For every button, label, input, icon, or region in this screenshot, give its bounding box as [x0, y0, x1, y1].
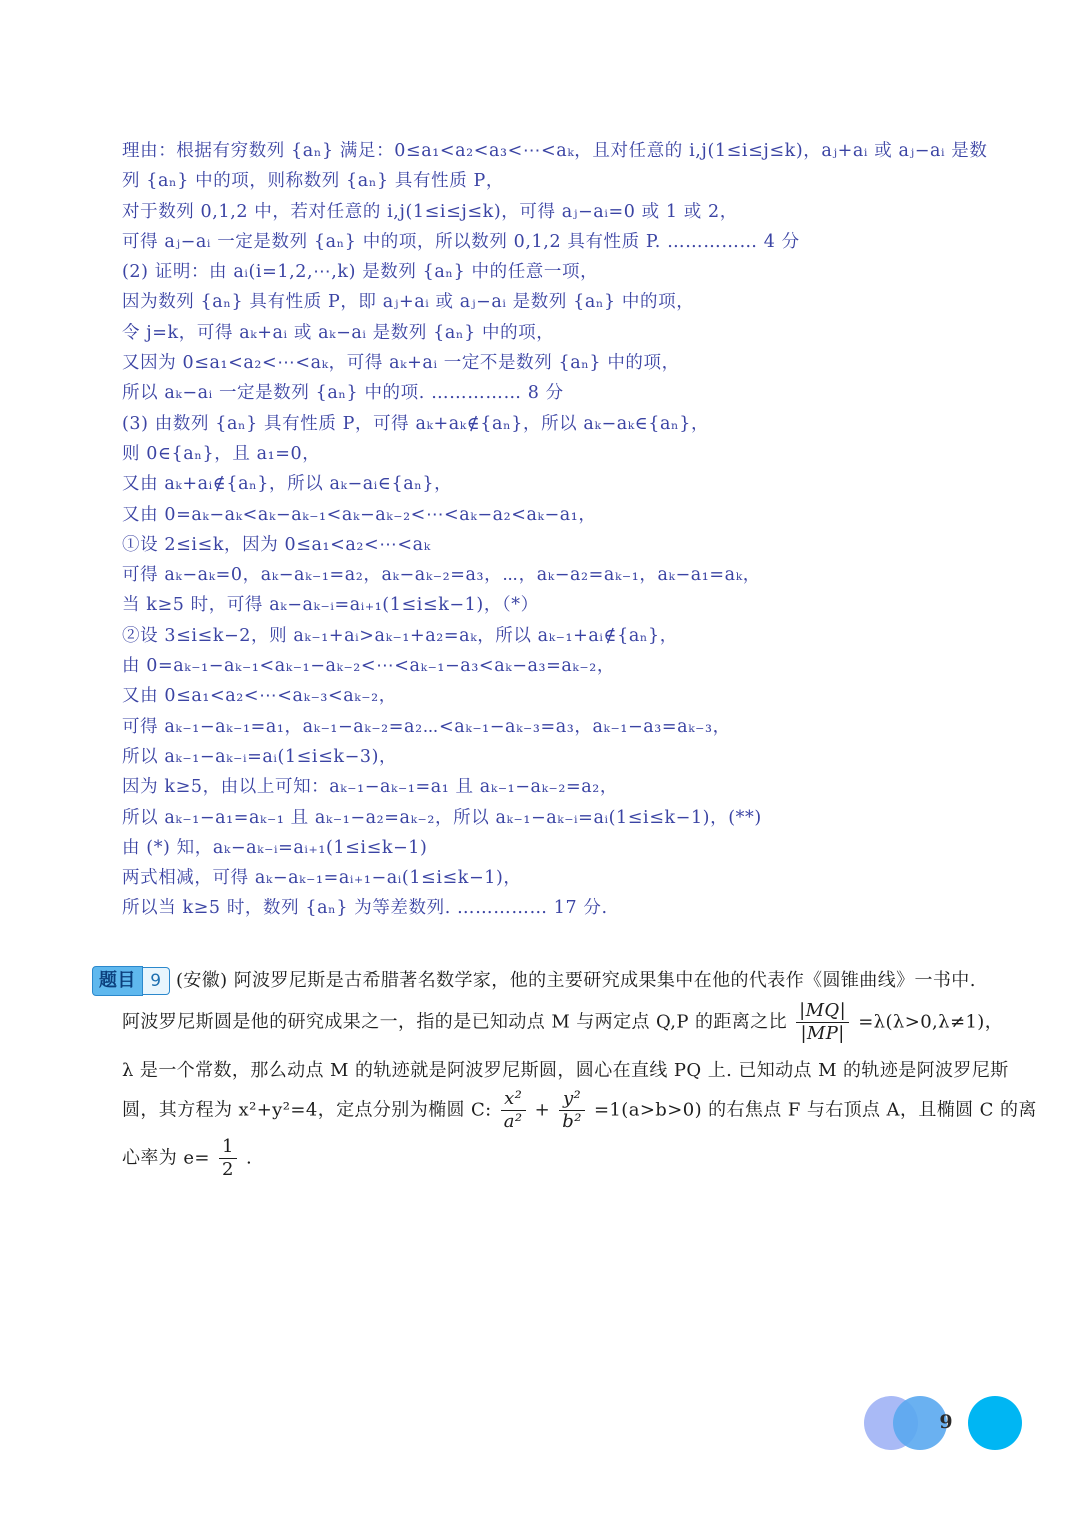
- solution-line: 可得 aⱼ−aᵢ 一定是数列 {aₙ} 中的项，所以数列 0,1,2 具有性质 P. …………… 4 分: [122, 231, 800, 252]
- solution-line: 所以当 k≥5 时，数列 {aₙ} 为等差数列. …………… 17 分.: [122, 898, 608, 919]
- fraction-numerator: 1: [219, 1136, 237, 1159]
- solution-line: 又由 aₖ+aᵢ∉{aₙ}，所以 aₖ−aᵢ∈{aₙ}，: [122, 474, 453, 495]
- solution-line: (2) 证明：由 aᵢ(i=1,2,⋯,k) 是数列 {aₙ} 中的任意一项，: [122, 262, 599, 283]
- fraction-numerator: |MQ|: [796, 1000, 849, 1023]
- fraction-denominator: b²: [562, 1111, 582, 1132]
- problem-text: =λ(λ>0,λ≠1)，: [858, 1011, 1004, 1033]
- solution-line: (3) 由数列 {aₙ} 具有性质 P，可得 aₖ+aₖ∉{aₙ}，所以 aₖ−aₖ∈{aₙ}，: [122, 413, 710, 434]
- problem-text: 圆，其方程为 x²+y²=4，定点分别为椭圆 C:: [122, 1099, 492, 1121]
- page-number-badge: [864, 1396, 1024, 1450]
- ellipse-y-fraction: [559, 1088, 585, 1133]
- solution-line: ①设 2≤i≤k，因为 0≤a₁<a₂<⋯<aₖ: [122, 534, 431, 555]
- solution-line: 因为 k≥5，由以上可知：aₖ₋₁−aₖ₋₁=a₁ 且 aₖ₋₁−aₖ₋₂=a₂，: [122, 777, 619, 798]
- problem-line-1: [92, 966, 976, 996]
- solution-block: [122, 136, 1002, 924]
- problem-text: 阿波罗尼斯圆是他的研究成果之一，指的是已知动点 M 与两定点 Q,P 的距离之比: [122, 1011, 788, 1033]
- solution-line: ②设 3≤i≤k−2，则 aₖ₋₁+aᵢ>aₖ₋₁+a₂=aₖ，所以 aₖ₋₁+aᵢ∉{aₙ}，: [122, 625, 678, 646]
- ellipse-x-fraction: [501, 1088, 526, 1133]
- problem-line-5: [122, 1136, 252, 1181]
- fraction-denominator: |MP|: [800, 1023, 845, 1044]
- solution-line: 又因为 0≤a₁<a₂<⋯<aₖ，可得 aₖ+aᵢ 一定不是数列 {aₙ} 中的项，: [122, 353, 680, 374]
- fraction-denominator: 2: [221, 1159, 234, 1180]
- eccentricity-fraction: [219, 1136, 237, 1181]
- solution-line: 两式相减，可得 aₖ−aₖ₋₁=aᵢ₊₁−aᵢ(1≤i≤k−1)，: [122, 868, 522, 889]
- solution-line: 对于数列 0,1,2 中，若对任意的 i,j(1≤i≤j≤k)，可得 aⱼ−aᵢ=0 或 1 或 2，: [122, 201, 738, 222]
- fraction-numerator: y²: [559, 1088, 585, 1111]
- solution-line: 所以 aₖ₋₁−aₖ₋ᵢ=aᵢ(1≤i≤k−3)，: [122, 746, 398, 767]
- badge-circle-cyan: [968, 1396, 1022, 1450]
- problem-text: 心率为 e=: [122, 1147, 210, 1169]
- solution-line: 由 0=aₖ₋₁−aₖ₋₁<aₖ₋₁−aₖ₋₂<⋯<aₖ₋₁−a₃<aₖ−a₃=aₖ₋₂，: [122, 656, 615, 677]
- solution-line: 由 (*) 知，aₖ−aₖ₋ᵢ=aᵢ₊₁(1≤i≤k−1): [122, 837, 428, 858]
- solution-line: 又由 0=aₖ−aₖ<aₖ−aₖ₋₁<aₖ−aₖ₋₂<⋯<aₖ−a₂<aₖ−a₁，: [122, 504, 597, 525]
- solution-line: 所以 aₖ₋₁−a₁=aₖ₋₁ 且 aₖ₋₁−a₂=aₖ₋₂，所以 aₖ₋₁−aₖ₋ᵢ=aᵢ(1≤i≤k−1)，(**): [122, 807, 762, 828]
- problem-text: =1(a>b>0) 的右焦点 F 与右顶点 A，且椭圆 C 的离: [593, 1099, 1037, 1121]
- problem-tag: 题目: [92, 966, 143, 996]
- solution-line: 因为数列 {aₙ} 具有性质 P，即 aⱼ+aᵢ 或 aⱼ−aᵢ 是数列 {aₙ} 中的项，: [122, 292, 695, 313]
- problem-text: (安徽) 阿波罗尼斯是古希腊著名数学家，他的主要研究成果集中在他的代表作《圆锥曲线》一书中.: [175, 970, 976, 991]
- solution-line: 可得 aₖ−aₖ=0，aₖ−aₖ₋₁=a₂，aₖ−aₖ₋₂=a₃，⋯，aₖ−a₂=aₖ₋₁，aₖ−a₁=aₖ，: [122, 565, 761, 586]
- solution-line: 可得 aₖ₋₁−aₖ₋₁=a₁，aₖ₋₁−aₖ₋₂=a₂⋯<aₖ₋₁−aₖ₋₃=a₃，aₖ₋₁−a₃=aₖ₋₃，: [122, 716, 731, 737]
- page-number: 9: [939, 1411, 953, 1433]
- fraction-numerator: x²: [501, 1088, 526, 1111]
- solution-line: 令 j=k，可得 aₖ+aᵢ 或 aₖ−aᵢ 是数列 {aₙ} 中的项，: [122, 322, 555, 343]
- problem-text: λ 是一个常数，那么动点 M 的轨迹就是阿波罗尼斯圆，圆心在直线 PQ 上. 已知动点 M 的轨迹是阿波罗尼斯: [122, 1060, 1009, 1081]
- solution-line: 所以 aₖ−aᵢ 一定是数列 {aₙ} 中的项. …………… 8 分: [122, 383, 564, 404]
- ratio-fraction: [796, 1000, 849, 1045]
- solution-line: 列 {aₙ} 中的项，则称数列 {aₙ} 具有性质 P，: [122, 171, 504, 192]
- problem-line-2: [122, 1000, 1003, 1045]
- problem-line-3: [122, 1056, 1009, 1082]
- problem-text: .: [245, 1147, 253, 1169]
- fraction-denominator: a²: [503, 1111, 523, 1132]
- solution-line: 当 k≥5 时，可得 aₖ−aₖ₋ᵢ=aᵢ₊₁(1≤i≤k−1)，（*）: [122, 595, 539, 616]
- plus-sign: +: [534, 1099, 551, 1121]
- solution-line: 则 0∈{aₙ}，且 a₁=0，: [122, 443, 321, 464]
- solution-line: 理由：根据有穷数列 {aₙ} 满足：0≤a₁<a₂<a₃<⋯<aₖ，且对任意的 i,j(1≤i≤j≤k)，aⱼ+aᵢ 或 aⱼ−aᵢ 是数: [122, 141, 988, 161]
- problem-line-4: [122, 1088, 1037, 1133]
- problem-number: 9: [143, 967, 170, 995]
- solution-line: 又由 0≤a₁<a₂<⋯<aₖ₋₃<aₖ₋₂，: [122, 686, 397, 707]
